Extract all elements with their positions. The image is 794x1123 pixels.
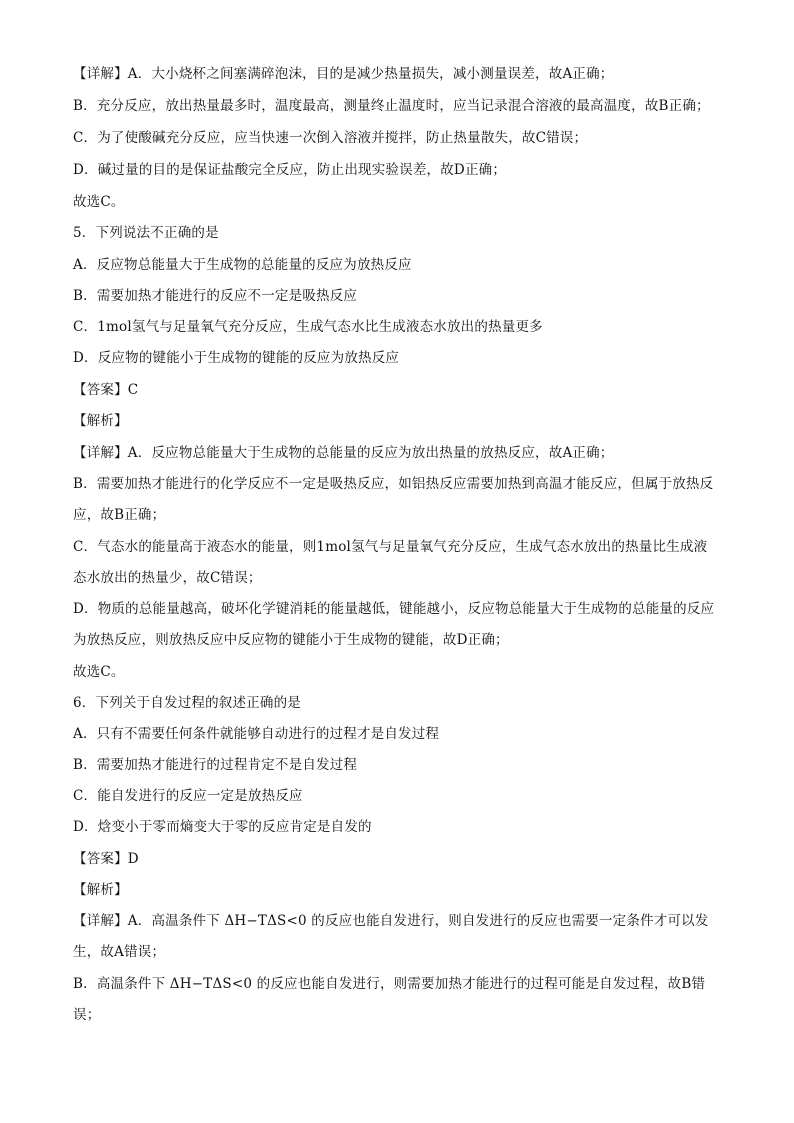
text-line: B．高温条件下 ΔH−TΔS<0 的反应也能自发进行，则需要加热才能进行的过程可能是自发过程，故B错: [73, 976, 706, 992]
option-c: C．1mol氢气与足量氧气充分反应，生成气态水比生成液态水放出的热量更多: [73, 319, 543, 335]
text-line: 误；: [73, 1007, 101, 1023]
text-line: C．气态水的能量高于液态水的能量，则1mol氢气与足量氧气充分反应，生成气态水放出的热量比生成液: [73, 539, 708, 555]
text-line: 应，故B正确；: [73, 507, 166, 523]
answer-label: 【答案】C: [73, 382, 139, 398]
option-d: D．焓变小于零而熵变大于零的反应肯定是自发的: [73, 819, 372, 835]
option-a: A．只有不需要任何条件就能够自动进行的过程才是自发过程: [73, 726, 440, 742]
question-title: 5．下列说法不正确的是: [73, 225, 219, 241]
text-line: 【详解】A．反应物总能量大于生成物的总能量的反应为放出热量的放热反应，故A正确；: [73, 445, 614, 461]
text-line: 【详解】A．大小烧杯之间塞满碎泡沫，目的是减少热量损失，减小测量误差，故A正确；: [73, 66, 614, 82]
text-line: C．为了使酸碱充分反应，应当快速一次倒入溶液并搅拌，防止热量散失，故C错误；: [73, 130, 588, 146]
option-d: D．反应物的键能小于生成物的键能的反应为放热反应: [73, 350, 400, 366]
option-b: B．需要加热才能进行的反应不一定是吸热反应: [73, 288, 358, 304]
analysis-label: 【解析】: [73, 882, 128, 898]
text-line: D．物质的总能量越高，破坏化学键消耗的能量越低，键能越小，反应物总能量大于生成物的总能量的反应: [73, 601, 715, 617]
analysis-label: 【解析】: [73, 413, 128, 429]
answer-label: 【答案】D: [73, 851, 139, 867]
text-line: 故选C。: [73, 664, 125, 680]
text-line: 态水放出的热量少，故C错误；: [73, 570, 262, 586]
text-line: 为放热反应，则放热反应中反应物的键能小于生成物的键能，故D正确；: [73, 632, 509, 648]
text-line: 生，故A错误；: [73, 944, 166, 960]
question-title: 6．下列关于自发过程的叙述正确的是: [73, 695, 301, 711]
text-line: B．充分反应，放出热量最多时，温度最高，测量终止温度时，应当记录混合溶液的最高温度，故B正确；: [73, 98, 710, 114]
option-a: A．反应物总能量大于生成物的总能量的反应为放热反应: [73, 257, 412, 273]
option-c: C．能自发进行的反应一定是放热反应: [73, 788, 303, 804]
option-b: B．需要加热才能进行的过程肯定不是自发过程: [73, 757, 358, 773]
text-line: B．需要加热才能进行的化学反应不一定是吸热反应，如铝热反应需要加热到高温才能反应，但属于放热反: [73, 476, 714, 492]
text-line: 故选C。: [73, 194, 125, 210]
text-line: 【详解】A．高温条件下 ΔH−TΔS<0 的反应也能自发进行，则自发进行的反应也需要一定条件才可以发: [73, 913, 709, 929]
text-line: D．碱过量的目的是保证盐酸完全反应，防止出现实验误差，故D正确；: [73, 162, 507, 178]
